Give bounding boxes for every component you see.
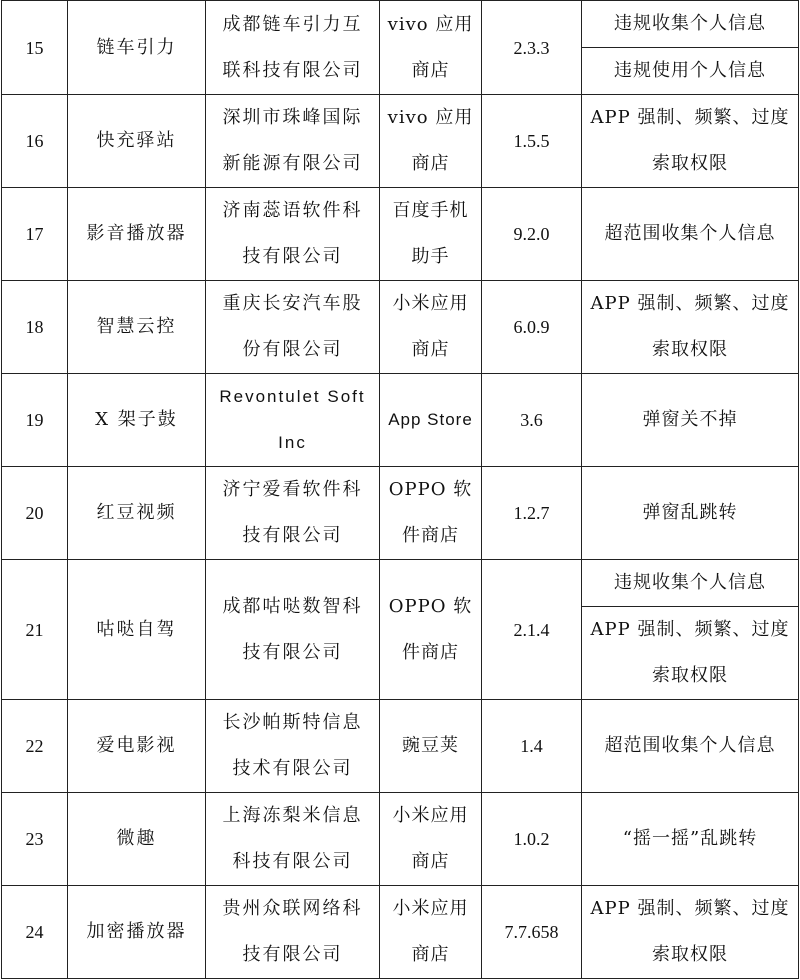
table-row	[2, 374, 799, 467]
issue-cell	[582, 886, 799, 979]
version-cell: 3.6	[482, 374, 582, 467]
store-line: 商店	[411, 944, 450, 965]
app-name: X 架子鼓	[68, 374, 206, 467]
store-line: 商店	[411, 339, 450, 360]
issue-cell	[582, 560, 799, 607]
issue-line: APP 强制、频繁、过度	[590, 619, 790, 640]
issue-cell	[582, 700, 799, 793]
developer-cell	[206, 188, 380, 281]
table-row	[2, 188, 799, 281]
table-row	[2, 560, 799, 607]
table-row	[2, 793, 799, 886]
issue-line: 索取权限	[652, 339, 728, 360]
version-cell: 2.3.3	[482, 1, 582, 95]
store-line: 商店	[411, 851, 450, 872]
row-number: 21	[2, 560, 68, 700]
store-cell	[380, 700, 482, 793]
row-number: 16	[2, 95, 68, 188]
app-name: 咕哒自驾	[68, 560, 206, 700]
version-cell: 1.5.5	[482, 95, 582, 188]
developer-line: 联科技有限公司	[222, 59, 363, 81]
issue-cell	[582, 188, 799, 281]
row-number: 18	[2, 281, 68, 374]
app-name: 爱电影视	[68, 700, 206, 793]
row-number: 20	[2, 467, 68, 560]
developer-cell	[206, 1, 380, 95]
version-cell: 7.7.658	[482, 886, 582, 979]
developer-line: 上海冻梨米信息	[222, 805, 363, 826]
store-cell	[380, 281, 482, 374]
app-name: 快充驿站	[68, 95, 206, 188]
store-line: 商店	[411, 153, 450, 174]
app-violation-table	[1, 0, 799, 979]
issue-cell	[582, 607, 799, 700]
developer-line: 贵州众联网络科	[222, 898, 363, 919]
table-row	[2, 281, 799, 374]
app-name: 加密播放器	[68, 886, 206, 979]
app-name: 影音播放器	[68, 188, 206, 281]
version-cell: 6.0.9	[482, 281, 582, 374]
issue-line: 索取权限	[652, 665, 728, 686]
store-line: 小米应用	[392, 805, 469, 826]
developer-line: 份有限公司	[242, 339, 343, 360]
developer-cell	[206, 374, 380, 467]
developer-cell	[206, 281, 380, 374]
store-cell	[380, 188, 482, 281]
row-number: 23	[2, 793, 68, 886]
issue-line: 违规收集个人信息	[614, 572, 766, 593]
developer-line: 技有限公司	[242, 944, 343, 965]
issue-line: 超范围收集个人信息	[604, 735, 776, 756]
developer-line: 成都咕哒数智科	[222, 595, 363, 617]
issue-cell	[582, 95, 799, 188]
store-line: vivo 应用	[387, 107, 474, 128]
store-cell	[380, 467, 482, 560]
version-cell: 2.1.4	[482, 560, 582, 700]
table-row	[2, 95, 799, 188]
developer-line: 技有限公司	[242, 641, 343, 663]
developer-line: Revontulet Soft	[219, 387, 366, 406]
developer-cell	[206, 886, 380, 979]
issue-line: 弹窗乱跳转	[642, 502, 738, 523]
store-cell	[380, 374, 482, 467]
developer-line: 重庆长安汽车股	[222, 293, 363, 314]
developer-line: 科技有限公司	[232, 851, 353, 872]
developer-line: 新能源有限公司	[222, 153, 363, 174]
table-row	[2, 467, 799, 560]
store-cell	[380, 95, 482, 188]
issue-line: “摇一摇”乱跳转	[622, 828, 758, 849]
store-cell	[380, 886, 482, 979]
version-cell: 1.2.7	[482, 467, 582, 560]
developer-line: 技有限公司	[242, 246, 343, 267]
app-name: 智慧云控	[68, 281, 206, 374]
store-line: OPPO 软	[388, 595, 473, 617]
store-line: 件商店	[402, 525, 459, 546]
issue-cell	[582, 1, 799, 48]
developer-line: 济宁爱看软件科	[222, 479, 363, 500]
store-line: 助手	[411, 246, 450, 267]
table-row	[2, 700, 799, 793]
issue-cell	[582, 467, 799, 560]
store-line: OPPO 软	[388, 479, 473, 500]
developer-cell	[206, 467, 380, 560]
issue-line: APP 强制、频繁、过度	[590, 293, 790, 314]
store-line: 百度手机	[392, 200, 469, 221]
store-cell	[380, 560, 482, 700]
issue-cell	[582, 281, 799, 374]
store-line: 小米应用	[392, 293, 469, 314]
store-cell	[380, 793, 482, 886]
row-number: 24	[2, 886, 68, 979]
store-line: 豌豆荚	[402, 735, 459, 756]
issue-line: 违规使用个人信息	[614, 60, 766, 81]
row-number: 19	[2, 374, 68, 467]
issue-line: 违规收集个人信息	[614, 13, 766, 34]
table-row	[2, 1, 799, 48]
row-number: 15	[2, 1, 68, 95]
developer-line: Inc	[278, 433, 307, 452]
issue-line: 弹窗关不掉	[642, 409, 738, 430]
app-name: 微趣	[68, 793, 206, 886]
app-name: 链车引力	[68, 1, 206, 95]
issue-line: APP 强制、频繁、过度	[590, 898, 790, 919]
store-line: 件商店	[402, 641, 459, 663]
issue-line: 索取权限	[652, 944, 728, 965]
developer-line: 济南蕊语软件科	[222, 200, 363, 221]
table-row	[2, 886, 799, 979]
issue-cell	[582, 374, 799, 467]
version-cell: 1.4	[482, 700, 582, 793]
developer-line: 长沙帕斯特信息	[222, 712, 363, 733]
developer-cell	[206, 700, 380, 793]
store-line: 小米应用	[392, 898, 469, 919]
store-line: vivo 应用	[387, 13, 474, 35]
app-name: 红豆视频	[68, 467, 206, 560]
issue-line: 超范围收集个人信息	[604, 223, 776, 244]
version-cell: 9.2.0	[482, 188, 582, 281]
store-cell	[380, 1, 482, 95]
issue-line: 索取权限	[652, 153, 728, 174]
store-line: 商店	[411, 59, 450, 81]
row-number: 22	[2, 700, 68, 793]
issue-cell	[582, 48, 799, 95]
developer-line: 深圳市珠峰国际	[222, 107, 363, 128]
version-cell: 1.0.2	[482, 793, 582, 886]
row-number: 17	[2, 188, 68, 281]
issue-cell	[582, 793, 799, 886]
issue-line: APP 强制、频繁、过度	[590, 107, 790, 128]
store-line: App Store	[388, 410, 473, 429]
developer-line: 技有限公司	[242, 525, 343, 546]
developer-cell	[206, 560, 380, 700]
developer-line: 成都链车引力互	[222, 13, 363, 35]
developer-line: 技术有限公司	[232, 758, 353, 779]
developer-cell	[206, 95, 380, 188]
developer-cell	[206, 793, 380, 886]
